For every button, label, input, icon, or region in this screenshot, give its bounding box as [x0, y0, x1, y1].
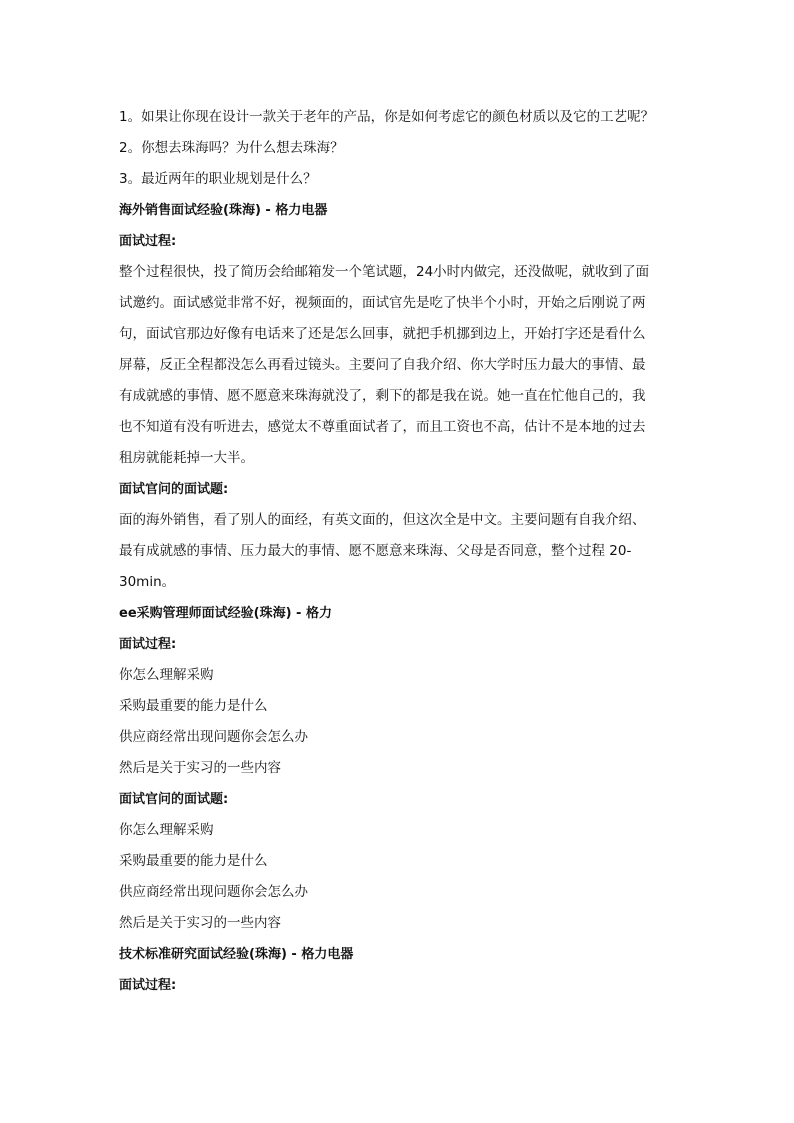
- list-item: 供应商经常出现问题你会怎么办: [119, 884, 308, 900]
- list-item: 采购最重要的能力是什么: [119, 698, 268, 714]
- section-title-tech-standards: 技术标准研究面试经验(珠海) - 格力电器: [119, 947, 354, 962]
- list-item: 你怎么理解采购: [119, 822, 214, 838]
- document-body: [119, 102, 679, 1001]
- question-1: 1。如果让你现在设计一款关于老年的产品，你是如何考虑它的颜色材质以及它的工艺呢？: [119, 109, 655, 125]
- list-item: 然后是关于实习的一些内容: [119, 915, 281, 931]
- process-paragraph: [119, 257, 671, 474]
- section-title-overseas-sales: 海外销售面试经验(珠海) - 格力电器: [119, 203, 328, 218]
- paragraph-line: 试邀约。面试感觉非常不好，视频面的，面试官先是吃了快半个小时，开始之后刚说了两: [119, 295, 646, 311]
- paragraph-line: 有成就感的事情、愿不愿意来珠海就没了，剩下的都是我在说。她一直在忙他自己的，我: [119, 388, 646, 404]
- question-2: 2。你想去珠海吗？为什么想去珠海？: [119, 140, 344, 156]
- question-3: 3。最近两年的职业规划是什么？: [119, 171, 317, 187]
- paragraph-line: 也不知道有没有听进去，感觉太不尊重面试者了，而且工资也不高，估计不是本地的过去: [119, 419, 646, 435]
- list-item: 然后是关于实习的一些内容: [119, 760, 281, 776]
- list-item: 供应商经常出现问题你会怎么办: [119, 729, 308, 745]
- process-heading: 面试过程:: [119, 234, 177, 249]
- paragraph-line: 屏幕，反正全程都没怎么再看过镜头。主要问了自我介绍、你大学时压力最大的事情、最: [119, 357, 646, 373]
- paragraph-line: 30min。: [119, 574, 176, 590]
- paragraph-line: 最有成就感的事情、压力最大的事情、愿不愿意来珠海、父母是否同意，整个过程 20-: [119, 543, 632, 559]
- list-item: 采购最重要的能力是什么: [119, 853, 268, 869]
- process-heading: 面试过程:: [119, 637, 177, 652]
- paragraph-line: 整个过程很快，投了简历会给邮箱发一个笔试题，24小时内做完，还没做呢，就收到了面: [119, 264, 650, 280]
- paragraph-line: 句，面试官那边好像有电话来了还是怎么回事，就把手机挪到边上，开始打字还是看什么: [119, 326, 646, 342]
- paragraph-line: 面的海外销售，看了别人的面经，有英文面的，但这次全是中文。主要问题有自我介绍、: [119, 512, 646, 528]
- paragraph-line: 租房就能耗掉一大半。: [119, 450, 254, 466]
- process-heading: 面试过程:: [119, 978, 177, 993]
- questions-paragraph: [119, 505, 671, 598]
- section-title-procurement: ee采购管理师面试经验(珠海) - 格力: [119, 606, 332, 621]
- list-item: 你怎么理解采购: [119, 667, 214, 683]
- questions-heading: 面试官问的面试题:: [119, 792, 229, 807]
- questions-heading: 面试官问的面试题:: [119, 482, 229, 497]
